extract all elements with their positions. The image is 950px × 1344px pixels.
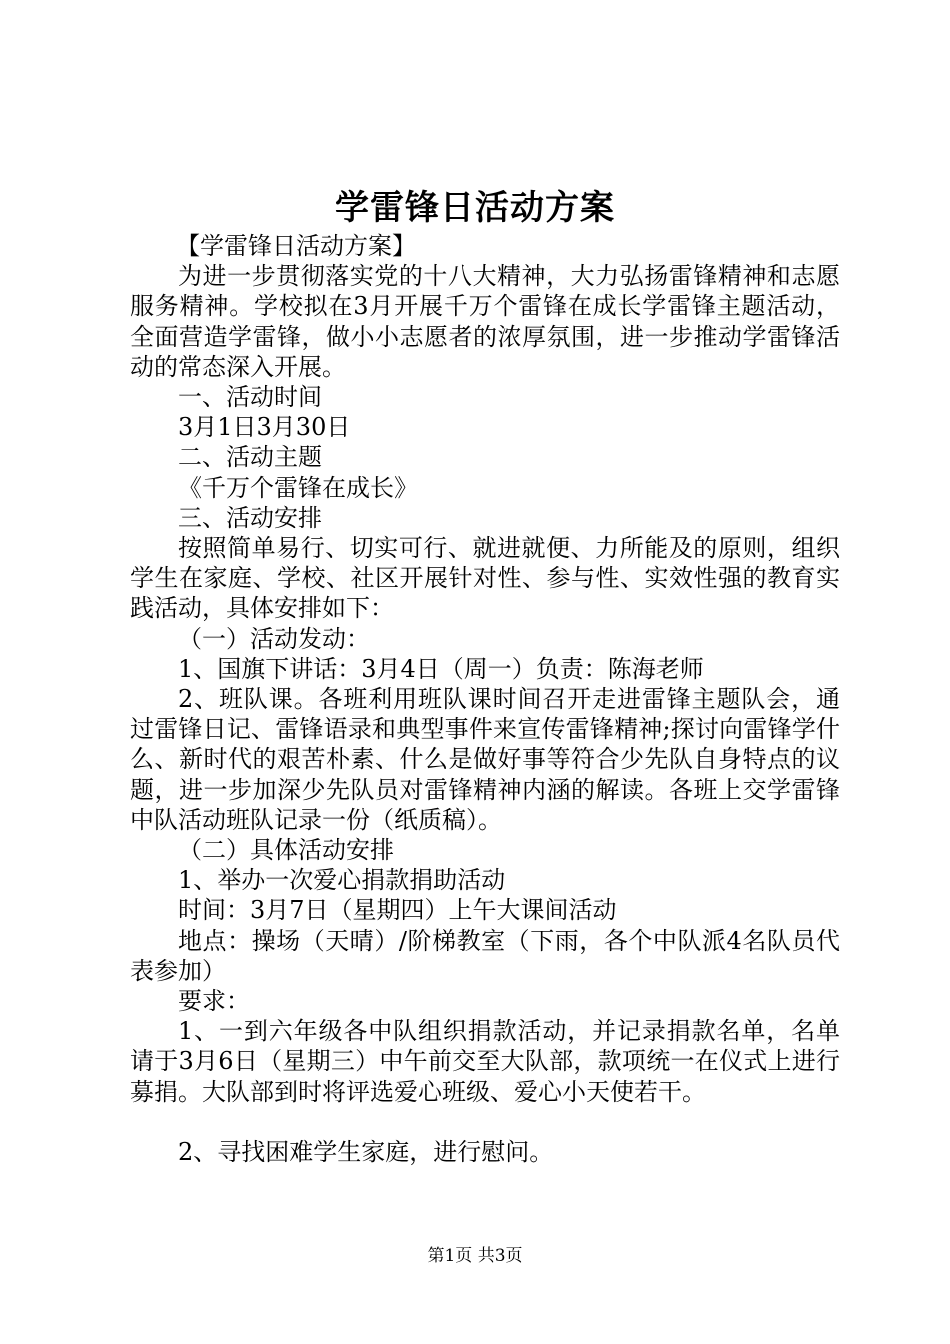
section-heading-arrangement: 三、活动安排 <box>178 503 322 532</box>
paragraph-arrangement: 按照简单易行、切实可行、就进就便、力所能及的原则，组织学生在家庭、学校、社区开展针对性、参与性、实效性强的教育实践活动，具体安排如下： <box>130 534 840 623</box>
document-title: 学雷锋日活动方案 <box>335 188 615 228</box>
section-heading-time: 一、活动时间 <box>178 383 322 412</box>
paragraph-requirement-1: 1、一到六年级各中队组织捐款活动，并记录捐款名单，名单请于3月6日（星期三）中午前交至大队部，款项统一在仪式上进行募捐。大队部到时将评选爱心班级、爱心小天使若干。 <box>130 1017 840 1106</box>
paragraph-requirement-2: 2、寻找困难学生家庭，进行慰问。 <box>178 1138 554 1167</box>
paragraph-heading-label: 【学雷锋日活动方案】 <box>176 232 416 260</box>
paragraph-theme-value: 《千万个雷锋在成长》 <box>178 473 418 502</box>
paragraph-donation-title: 1、举办一次爱心捐款捐助活动 <box>178 866 506 895</box>
subsection-heading-launch: （一）活动发动： <box>178 624 370 653</box>
page-footer: 第1页 共3页 <box>427 1246 523 1266</box>
blank-line <box>130 1107 840 1137</box>
document-body <box>130 231 840 1167</box>
subsection-heading-activities: （二）具体活动安排 <box>178 836 394 865</box>
paragraph-donation-place: 地点：操场（天晴）/阶梯教室（下雨，各个中队派4名队员代表参加） <box>130 926 840 985</box>
paragraph-flag-speech: 1、国旗下讲话：3月4日（周一）负责：陈海老师 <box>178 654 704 683</box>
paragraph-time-value: 3月1日3月30日 <box>178 413 351 442</box>
paragraph-class-meeting: 2、班队课。各班利用班队课时间召开走进雷锋主题队会，通过雷锋日记、雷锋语录和典型事件来宣传雷锋精神;探讨向雷锋学什么、新时代的艰苦朴素、什么是做好事等符合少先队自身特点的议题，进一步加深少先队员对雷锋精神内涵的解读。各班上交学雷锋中队活动班队记录一份（纸质稿）。 <box>130 685 840 834</box>
paragraph-donation-time: 时间：3月7日（星期四）上午大课间活动 <box>178 896 617 925</box>
section-heading-theme: 二、活动主题 <box>178 443 322 472</box>
paragraph-intro: 为进一步贯彻落实党的十八大精神，大力弘扬雷锋精神和志愿服务精神。学校拟在3月开展千万个雷锋在成长学雷锋主题活动，全面营造学雷锋，做小小志愿者的浓厚氛围，进一步推动学雷锋活动的常态深入开展。 <box>130 262 840 381</box>
paragraph-requirements-label: 要求： <box>178 987 250 1016</box>
